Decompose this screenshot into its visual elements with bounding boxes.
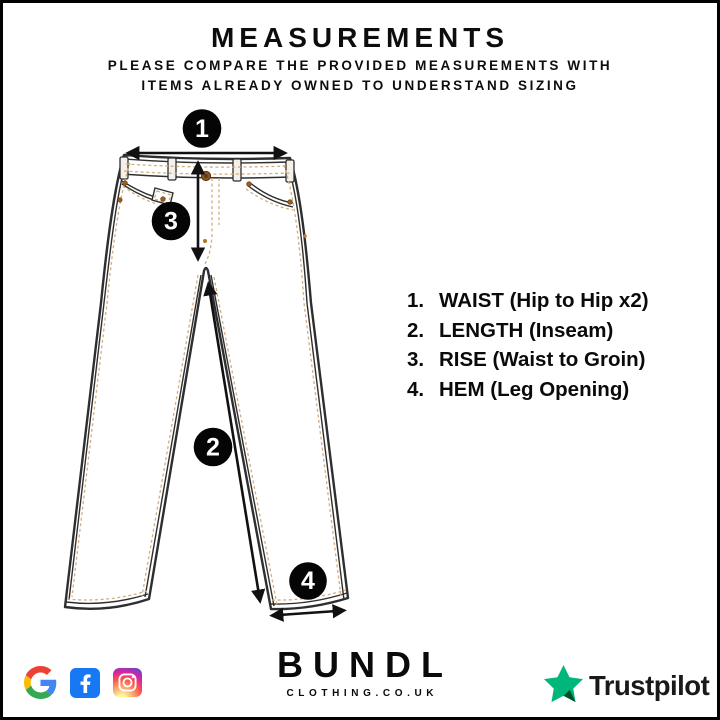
trustpilot-label: Trustpilot	[589, 669, 710, 701]
legend-item-label: RISE (Waist to Groin)	[439, 348, 646, 371]
legend-item-number: 2.	[407, 318, 425, 342]
legend-item-waist	[407, 289, 649, 319]
legend-item-label: LENGTH (Inseam)	[439, 318, 614, 342]
marker-circle-4	[289, 562, 327, 600]
page-title: MEASUREMENTS	[210, 22, 509, 53]
trustpilot-star-icon	[543, 665, 584, 706]
legend-item-label: HEM (Leg Opening)	[439, 377, 630, 401]
page-subtitle	[3, 56, 717, 96]
trustpilot-logo	[543, 665, 709, 706]
marker-number-4: 4	[301, 567, 315, 595]
legend-item-number: 1.	[407, 289, 425, 312]
legend-item-number: 4.	[407, 377, 425, 401]
legend-item-number: 3.	[407, 348, 425, 371]
jeans-diagram	[43, 103, 363, 633]
legend-item-label: WAIST (Hip to Hip x2)	[439, 289, 649, 312]
marker-number-1: 1	[195, 115, 209, 143]
marker-circle-2	[194, 428, 233, 467]
marker-circle-1	[183, 109, 222, 148]
subtitle-line-1: PLEASE COMPARE THE PROVIDED MEASUREMENTS WITH	[107, 58, 613, 73]
measurement-legend	[407, 289, 649, 407]
hem-arrow	[272, 611, 344, 616]
legend-item-rise	[407, 348, 649, 378]
brand-domain: CLOTHING.CO.UK	[286, 687, 439, 699]
legend-item-hem	[407, 378, 649, 408]
subtitle-line-2: ITEMS ALREADY OWNED TO UNDERSTAND SIZING	[141, 78, 579, 93]
marker-circle-3	[152, 202, 191, 241]
legend-item-length	[407, 319, 649, 349]
brand-name: BUNDL	[277, 644, 453, 685]
marker-number-3: 3	[164, 207, 178, 236]
jeans-outline	[65, 155, 348, 609]
marker-number-2: 2	[206, 433, 220, 462]
